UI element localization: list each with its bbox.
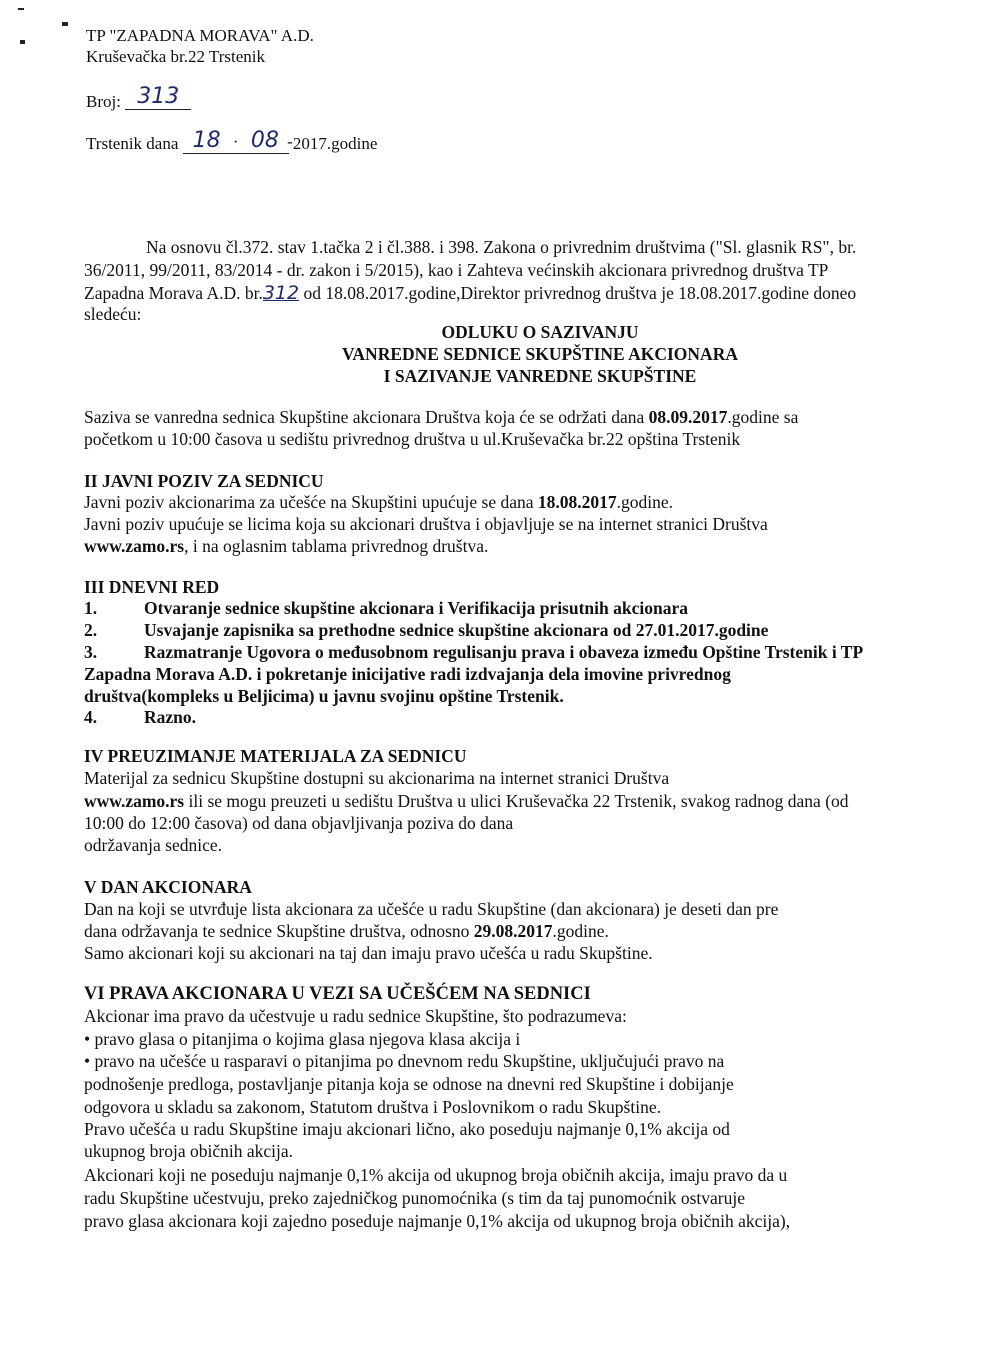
section5-line-3: Samo akcionari koji su akcionari na taj dan imaju pravo učešća u radu Skupštine. (84, 943, 653, 963)
broj-line (86, 84, 191, 114)
section6-line-1: Akcionar ima pravo da učestvuje u radu sednice Skupštine, što podrazumeva: (84, 1006, 627, 1026)
date-suffix: 2017.godine (292, 134, 378, 153)
section6-heading: VI PRAVA AKCIONARA U VEZI SA UČEŠĆEM NA SEDNICI (84, 984, 591, 1004)
date-month-handwritten: 08 (250, 128, 279, 153)
section6-line-3: • pravo na učešće u rasparavi o pitanjima po dnevnom redu Skupštine, uključujući pravo na (84, 1051, 725, 1071)
title-line-1: ODLUKU O SAZIVANJU (441, 322, 639, 342)
agenda-item-1: 1. Otvaranje sednice skupštine akcionara i Verifikacija prisutnih akcionara (84, 598, 688, 618)
section2-line-2: Javni poziv upućuje se licima koja su akcionari društva i objavljuje se na internet stranici Društva (84, 514, 768, 534)
section6-line-5: odgovora u skladu sa zakonom, Statutom društva i Poslovnikom o radu Skupštine. (84, 1097, 661, 1117)
section6-line-10: pravo glasa akcionara koji zajedno poseduje najmanje 0,1% akcija od ukupnog broja običnih akcija), (84, 1211, 791, 1231)
section1-line-2: početkom u 10:00 časova u sedištu privrednog društva u ul.Kruševačka br.22 opština Trstenik (84, 429, 741, 449)
date-blank: 18 · 08 - (183, 128, 289, 154)
section5-line-2: dana održavanja te sednice Skupštine društva, odnosno 29.08.2017.godine. (84, 921, 609, 941)
section4-line-3: 10:00 do 12:00 časova) od dana objavljivanja poziva do dana (84, 813, 514, 833)
website-link-2: www.zamo.rs (84, 791, 185, 811)
section2-line-3: www.zamo.rs, i na oglasnim tablama privrednog društva. (84, 536, 489, 556)
section6-line-9: radu Skupštine učestvuju, preko zajedničkog punomoćnika (s tim da taj punomoćnik ostvaruje (84, 1188, 745, 1208)
section5-line-1: Dan na koji se utvrđuje lista akcionara za učešće u radu Skupštine (dan akcionara) je deseti dan pre (84, 899, 779, 919)
section1-line-1: Saziva se vanredna sednica Skupštine akcionara Društva koja će se održati dana 08.09.2017.godine sa (84, 407, 799, 427)
company-name: TP "ZAPADNA MORAVA" A.D. (86, 26, 314, 45)
website-link: www.zamo.rs (84, 536, 185, 556)
intro-line-4: sledeću: (84, 304, 142, 324)
section4-line-2: www.zamo.rs ili se mogu preuzeti u sedištu Društva u ulici Kruševačka 22 Trstenik, svakog radnog dana (od (84, 791, 849, 811)
intro-line-3: Zapadna Morava A.D. br.312 od 18.08.2017.godine,Direktor privrednog društva je 18.08.2017.godine doneo (84, 282, 857, 304)
broj-blank (125, 84, 191, 110)
intro-line-2: 36/2011, 99/2011, 83/2014 - dr. zakon i 5/2015), kao i Zahteva većinskih akcionara privrednog društva TP (84, 260, 829, 280)
title-line-2: VANREDNE SEDNICE SKUPŠTINE AKCIONARA (342, 344, 738, 364)
section4-line-4: održavanja sednice. (84, 835, 222, 855)
company-address: Kruševačka br.22 Trstenik (86, 47, 265, 66)
broj-label: Broj: (86, 92, 121, 111)
intro-handwritten-number: 312 (262, 282, 300, 304)
date-label: Trstenik dana (86, 134, 179, 153)
agenda-item-2: 2. Usvajanje zapisnika sa prethodne sednice skupštine akcionara od 27.01.2017.godine (84, 620, 769, 640)
section6-line-7: ukupnog broja običnih akcija. (84, 1141, 293, 1161)
section6-line-6: Pravo učešća u radu Skupštine imaju akcionari lično, ako poseduju najmanje 0,1% akcija od (84, 1119, 730, 1139)
scan-mark-top (18, 8, 24, 10)
date-line (86, 130, 377, 156)
agenda-item-3: 3. Razmatranje Ugovora o međusobnom regulisanju prava i obaveza između Opštine Trstenik i TP (84, 642, 864, 662)
section4-line-1: Materijal za sednicu Skupštine dostupni su akcionarima na internet stranici Društva (84, 768, 670, 788)
agenda-item-3-line-2: Zapadna Morava A.D. i pokretanje inicijative radi izdvajanja dela imovine privrednog (84, 664, 731, 684)
title-line-3: I SAZIVANJE VANREDNE SKUPŠTINE (383, 366, 697, 386)
section6-line-4: podnošenje predloga, postavljanje pitanja koja se odnose na dnevni red Skupštine i dobijanje (84, 1074, 734, 1094)
section3-heading: III DNEVNI RED (84, 577, 220, 597)
section2-heading: II JAVNI POZIV ZA SEDNICU (84, 471, 324, 491)
intro-line-1: Na osnovu čl.372. stav 1.tačka 2 i čl.388. i 398. Zakona o privrednim društvima ("Sl. glasnik RS", br. (146, 237, 857, 257)
section4-heading: IV PREUZIMANJE MATERIJALA ZA SEDNICU (84, 746, 467, 766)
section5-heading: V DAN AKCIONARA (84, 877, 252, 897)
agenda-item-3-line-3: društva(kompleks u Beljicima) u javnu svojinu opštine Trstenik. (84, 686, 564, 706)
date-day-handwritten: 18 (192, 128, 221, 153)
agenda-item-4: 4. Razno. (84, 707, 197, 727)
section6-line-8: Akcionari koji ne poseduju najmanje 0,1% akcija od ukupnog broja običnih akcija, imaju pravo da u (84, 1165, 788, 1185)
section2-line-1: Javni poziv akcionarima za učešće na Skupštini upućuje se dana 18.08.2017.godine. (84, 492, 674, 512)
broj-handwritten: 313 (137, 84, 180, 109)
scan-mark-mid (62, 22, 68, 26)
section6-line-2: • pravo glasa o pitanjima o kojima glasa njegova klasa akcija i (84, 1029, 521, 1049)
scan-mark-left (20, 40, 25, 44)
